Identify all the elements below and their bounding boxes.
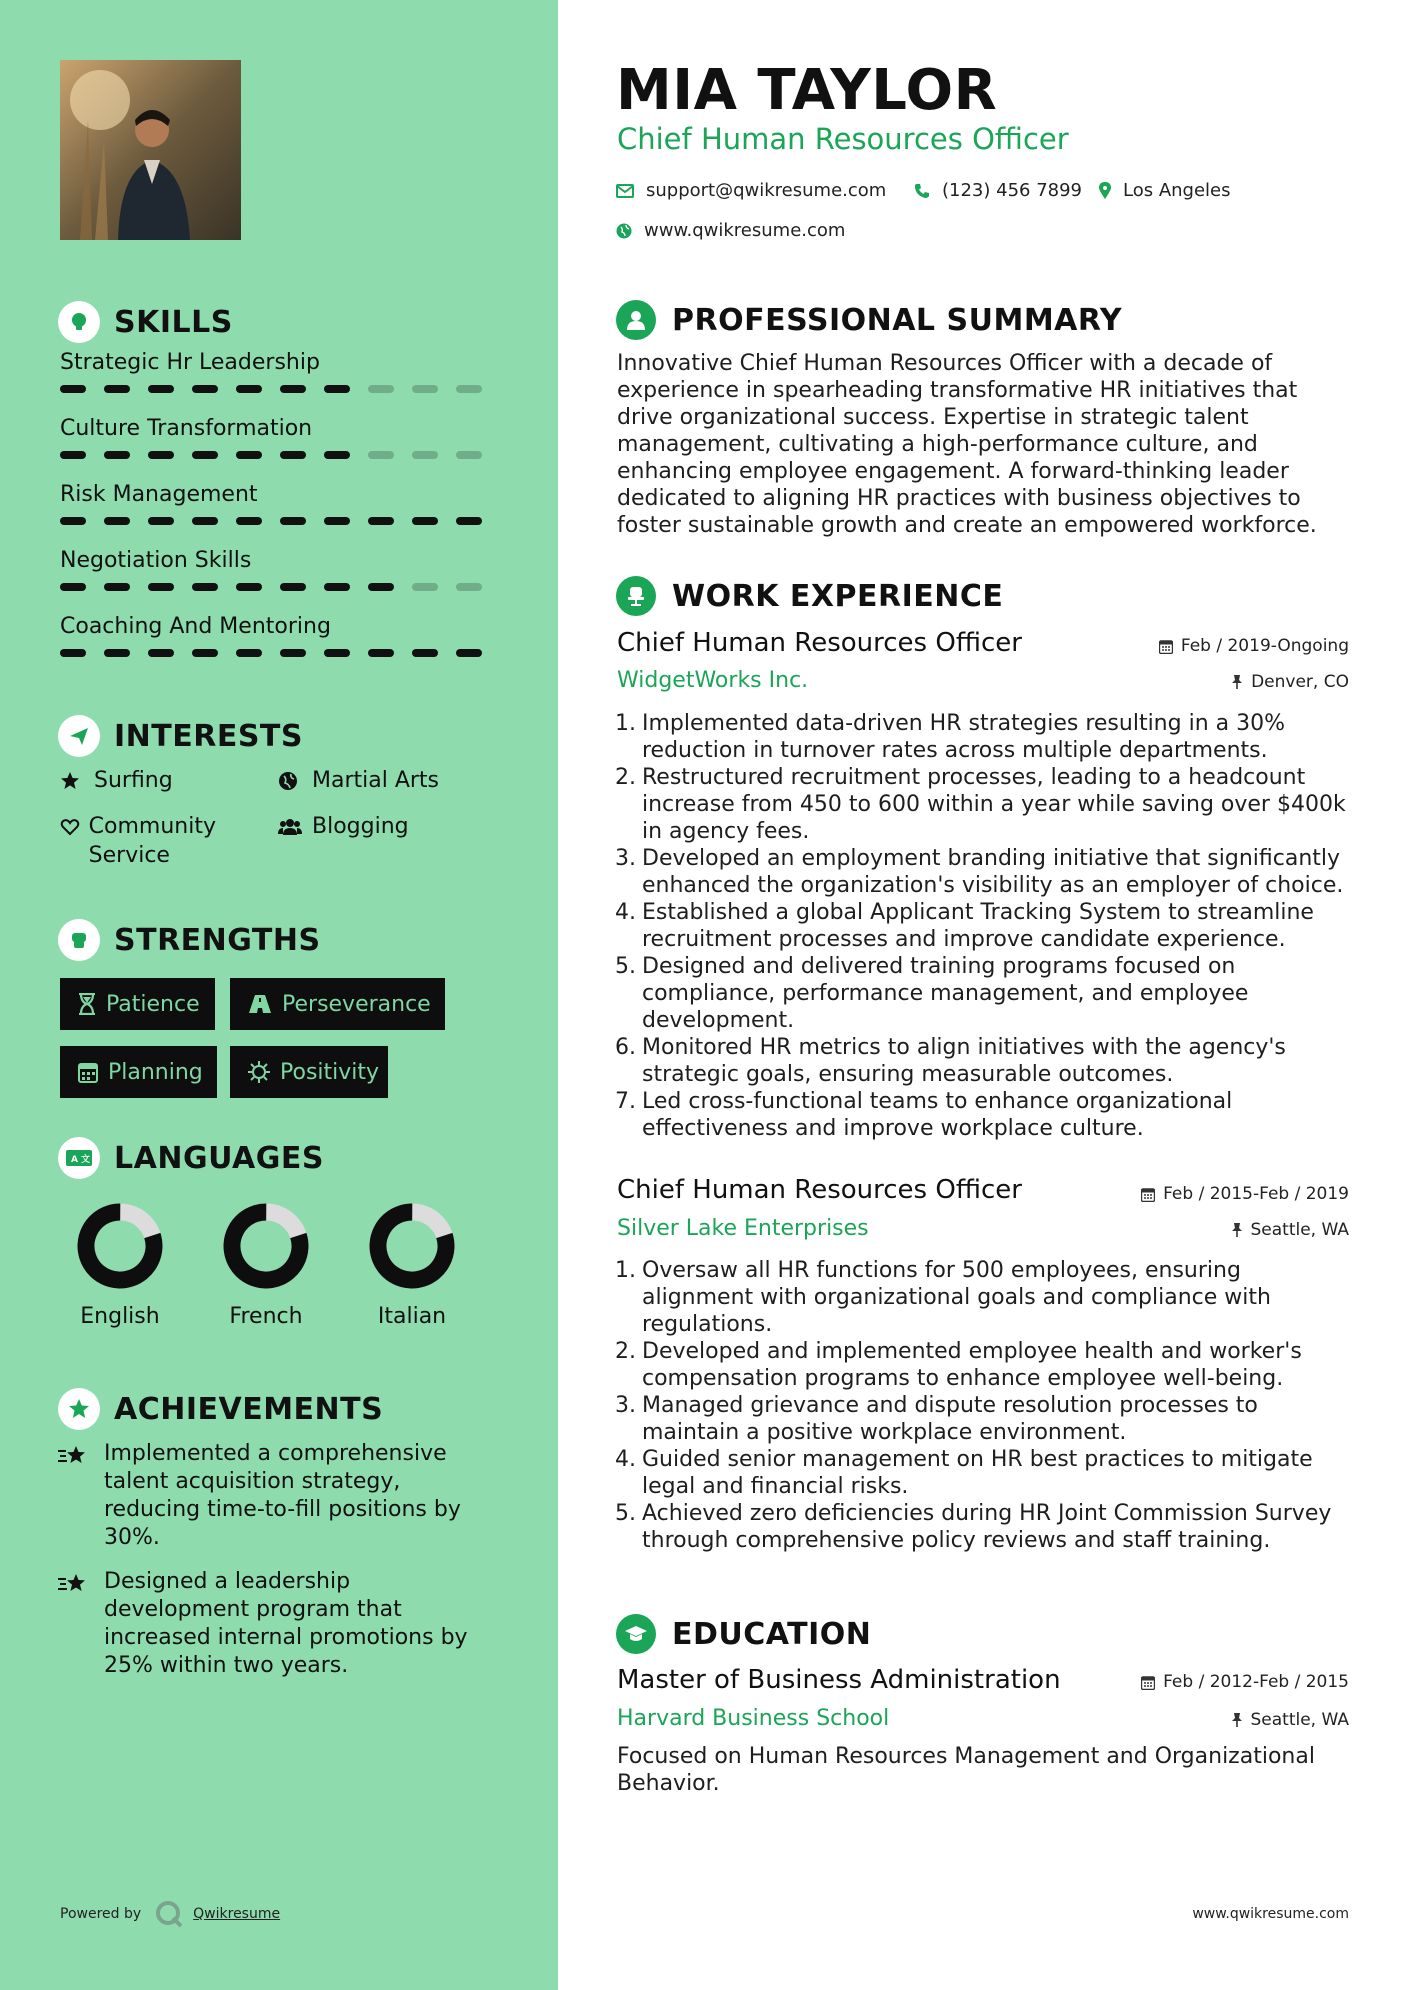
list-item: 4. Guided senior management on HR best practices to mitigate legal and financial risks. xyxy=(615,1447,1313,1499)
skill-name: Coaching And Mentoring xyxy=(60,614,331,639)
skill-dash-empty xyxy=(368,385,394,393)
skill-dash-filled xyxy=(368,517,394,525)
skill-dash-filled xyxy=(412,517,438,525)
calendar-icon xyxy=(1159,639,1173,654)
job-location: Seattle, WA xyxy=(1231,1220,1350,1240)
skill-dash-filled xyxy=(104,517,130,525)
skill-dash-filled xyxy=(368,583,394,591)
skill-dash-filled xyxy=(60,517,86,525)
skill-dash-filled xyxy=(192,451,218,459)
achievements-heading: ACHIEVEMENTS xyxy=(58,1387,383,1431)
skill-dash-filled xyxy=(456,649,482,657)
star-icon xyxy=(60,766,86,795)
profile-photo xyxy=(60,60,241,240)
skill-dash-filled xyxy=(104,649,130,657)
skill-dash-empty xyxy=(412,583,438,591)
job-title: Chief Human Resources Officer xyxy=(617,628,1022,658)
sun-icon xyxy=(248,1061,270,1083)
skill-level-bar xyxy=(60,385,500,393)
skill-dash-filled xyxy=(104,583,130,591)
skill-dash-filled xyxy=(192,583,218,591)
education-heading: EDUCATION xyxy=(616,1612,871,1656)
interest-item: Martial Arts xyxy=(278,766,439,795)
contact-phone xyxy=(914,180,1082,201)
list-item: 2. Restructured recruitment processes, leading to a headcount increase from 450 to 600 within a year while saving over $400k in agency fees. xyxy=(615,765,1346,844)
skill-dash-filled xyxy=(324,451,350,459)
skill-dash-filled xyxy=(104,385,130,393)
interest-item: Blogging xyxy=(278,812,409,841)
award-star-icon xyxy=(58,1388,100,1430)
school-name: Harvard Business School xyxy=(617,1706,890,1731)
skill-dash-filled xyxy=(148,385,174,393)
interests-heading: INTERESTS xyxy=(58,714,303,758)
skill-dash-filled xyxy=(148,517,174,525)
office-chair-icon xyxy=(616,576,656,616)
strength-badge: Patience xyxy=(60,978,215,1030)
email-link[interactable]: support@qwikresume.com xyxy=(646,180,887,201)
skill-dash-filled xyxy=(456,517,482,525)
list-item: 4. Established a global Applicant Tracking System to streamline recruitment processes and improve candidate experience. xyxy=(615,900,1314,952)
language-label: Italian xyxy=(377,1304,447,1329)
achievement-item: Implemented a comprehensive talent acquisition strategy, reducing time-to-fill positions by 30%. xyxy=(58,1440,498,1552)
skill-dash-filled xyxy=(148,451,174,459)
skill-dash-filled xyxy=(148,583,174,591)
list-item: 5. Achieved zero deficiencies during HR Joint Commission Survey through comprehensive policy reviews and staff training. xyxy=(615,1501,1332,1553)
calendar-icon xyxy=(78,1061,98,1083)
list-item: 1. Oversaw all HR functions for 500 employees, ensuring alignment with organizational goals and compliance with regulations. xyxy=(615,1258,1271,1337)
skill-name: Culture Transformation xyxy=(60,416,313,441)
strength-badge: Perseverance xyxy=(230,978,445,1030)
skill-dash-filled xyxy=(104,451,130,459)
skill-dash-filled xyxy=(324,649,350,657)
skill-dash-filled xyxy=(412,649,438,657)
language-label: French xyxy=(229,1304,303,1329)
language-item xyxy=(60,1200,180,1329)
skill-dash-filled xyxy=(192,385,218,393)
skill-name: Risk Management xyxy=(60,482,258,507)
skill-dash-filled xyxy=(280,385,306,393)
skill-dash-filled xyxy=(280,583,306,591)
job-company: Silver Lake Enterprises xyxy=(617,1216,869,1241)
job-bullets xyxy=(612,710,1352,1142)
skill-dash-filled xyxy=(236,517,262,525)
job-dates: Feb / 2015-Feb / 2019 xyxy=(1141,1184,1349,1204)
skill-level-bar xyxy=(60,451,500,459)
summary-heading: PROFESSIONAL SUMMARY xyxy=(616,298,1122,342)
pushpin-icon xyxy=(1231,674,1243,690)
skill-item xyxy=(60,478,500,525)
skill-item xyxy=(60,544,500,591)
user-icon xyxy=(616,300,656,340)
website-link[interactable]: www.qwikresume.com xyxy=(644,220,846,241)
skill-dash-filled xyxy=(60,649,86,657)
experience-heading: WORK EXPERIENCE xyxy=(616,574,1003,618)
globe-icon xyxy=(616,223,632,239)
language-item xyxy=(206,1200,326,1329)
shooting-star-icon xyxy=(58,1568,104,1680)
sidebar xyxy=(0,0,558,1990)
envelope-icon xyxy=(616,184,634,198)
calendar-icon xyxy=(1141,1675,1155,1690)
list-item: 3. Managed grievance and dispute resolution processes to maintain a positive workplace environment. xyxy=(615,1393,1258,1445)
skill-dash-filled xyxy=(280,649,306,657)
skill-dash-filled xyxy=(324,517,350,525)
skill-dash-filled xyxy=(148,649,174,657)
pushpin-icon xyxy=(1231,1222,1243,1238)
skill-dash-filled xyxy=(192,517,218,525)
job-company: WidgetWorks Inc. xyxy=(617,668,809,693)
language-donut xyxy=(352,1200,472,1292)
education-location: Seattle, WA xyxy=(1231,1710,1350,1730)
language-item xyxy=(352,1200,472,1329)
skill-item xyxy=(60,610,500,657)
phone-number[interactable]: (123) 456 7899 xyxy=(942,180,1083,201)
skill-dash-filled xyxy=(236,583,262,591)
road-icon xyxy=(248,994,272,1014)
list-item: 2. Developed and implemented employee health and worker's compensation programs to enhance employee well-being. xyxy=(615,1339,1302,1391)
list-item: 1. Implemented data-driven HR strategies resulting in a 30% reduction in turnover rates across multiple departments. xyxy=(615,711,1286,763)
strengths-heading: STRENGTHS xyxy=(58,918,321,962)
language-donut xyxy=(60,1200,180,1292)
education-dates: Feb / 2012-Feb / 2015 xyxy=(1141,1672,1349,1692)
achievement-item: Designed a leadership development program that increased internal promotions by 25% within two years. xyxy=(58,1568,498,1680)
lightbulb-icon xyxy=(58,301,100,343)
skill-dash-empty xyxy=(456,583,482,591)
skill-item xyxy=(60,346,500,393)
strength-badge: Planning xyxy=(60,1046,217,1098)
skill-dash-filled xyxy=(192,649,218,657)
candidate-title: Chief Human Resources Officer xyxy=(617,122,1069,156)
skill-item xyxy=(60,412,500,459)
skill-dash-empty xyxy=(456,385,482,393)
job-location: Denver, CO xyxy=(1231,672,1349,692)
skill-dash-filled xyxy=(60,385,86,393)
users-icon xyxy=(278,812,304,841)
phone-icon xyxy=(914,183,930,199)
summary-text: Innovative Chief Human Resources Officer with a decade of experience in spearheading transformative HR initiatives that drive organizational success. Expertise in strategic talent management, cultivating a high-performance culture, and enhancing employee engagement. A forward-thinking leader dedicated to aligning HR practices with business objectives to foster sustainable growth and create an empowered workforce. xyxy=(617,351,1317,538)
skill-dash-filled xyxy=(324,385,350,393)
paper-plane-icon xyxy=(58,715,100,757)
svg-text:A: A xyxy=(71,1155,78,1165)
shooting-star-icon xyxy=(58,1440,104,1552)
job-dates: Feb / 2019-Ongoing xyxy=(1159,636,1349,656)
contact-email xyxy=(616,180,886,201)
map-pin-icon xyxy=(1099,182,1111,200)
languages-heading: A 文 LANGUAGES xyxy=(58,1136,324,1180)
skill-name: Strategic Hr Leadership xyxy=(60,350,320,375)
interest-item: Community Service xyxy=(60,812,260,870)
skill-dash-empty xyxy=(368,451,394,459)
list-item: 6. Monitored HR metrics to align initiatives with the agency's strategic goals, ensuring measurable outcomes. xyxy=(615,1035,1286,1087)
graduation-cap-icon xyxy=(616,1614,656,1654)
pushpin-icon xyxy=(1231,1712,1243,1728)
skill-dash-filled xyxy=(60,583,86,591)
education-description: Focused on Human Resources Management and Organizational Behavior. xyxy=(617,1744,1315,1796)
list-item: 5. Designed and delivered training programs focused on compliance, performance management, and employee development. xyxy=(615,954,1249,1033)
skill-dash-filled xyxy=(368,649,394,657)
calendar-icon xyxy=(1141,1187,1155,1202)
skill-level-bar xyxy=(60,649,500,657)
skills-heading: SKILLS xyxy=(58,300,233,344)
skill-dash-empty xyxy=(412,385,438,393)
skill-level-bar xyxy=(60,583,500,591)
skill-name: Negotiation Skills xyxy=(60,548,252,573)
skill-dash-filled xyxy=(60,451,86,459)
list-item: 7. Led cross-functional teams to enhance organizational effectiveness and improve workplace culture. xyxy=(615,1089,1233,1141)
globe-icon xyxy=(278,766,304,795)
list-item: 3. Developed an employment branding initiative that significantly enhanced the organization's visibility as an employer of choice. xyxy=(615,846,1344,898)
language-icon xyxy=(58,1137,100,1179)
interest-item: Surfing xyxy=(60,766,173,795)
svg-text:文: 文 xyxy=(81,1155,91,1165)
job-title: Chief Human Resources Officer xyxy=(617,1175,1022,1205)
powered-by: Powered by Qwikresume xyxy=(60,1900,280,1928)
skill-dash-filled xyxy=(236,451,262,459)
candidate-name: MIA TAYLOR xyxy=(616,58,998,123)
hourglass-icon xyxy=(78,993,96,1015)
skill-dash-filled xyxy=(280,451,306,459)
skill-dash-filled xyxy=(236,649,262,657)
qwikresume-logo-icon xyxy=(155,1900,183,1928)
job-bullets xyxy=(612,1257,1352,1554)
fist-icon xyxy=(58,919,100,961)
degree-title: Master of Business Administration xyxy=(617,1665,1061,1695)
language-donut xyxy=(206,1200,326,1292)
skill-level-bar xyxy=(60,517,500,525)
skill-dash-empty xyxy=(412,451,438,459)
qwikresume-link[interactable]: Qwikresume xyxy=(193,1906,281,1922)
skill-dash-filled xyxy=(236,385,262,393)
footer-website-link[interactable]: www.qwikresume.com xyxy=(1192,1906,1349,1922)
skill-dash-filled xyxy=(280,517,306,525)
language-label: English xyxy=(80,1304,160,1329)
strength-badge: Positivity xyxy=(230,1046,388,1098)
skill-dash-filled xyxy=(324,583,350,591)
heart-icon xyxy=(60,812,81,841)
contact-website xyxy=(616,220,845,241)
skill-dash-empty xyxy=(456,451,482,459)
contact-location: Los Angeles xyxy=(1099,180,1231,201)
